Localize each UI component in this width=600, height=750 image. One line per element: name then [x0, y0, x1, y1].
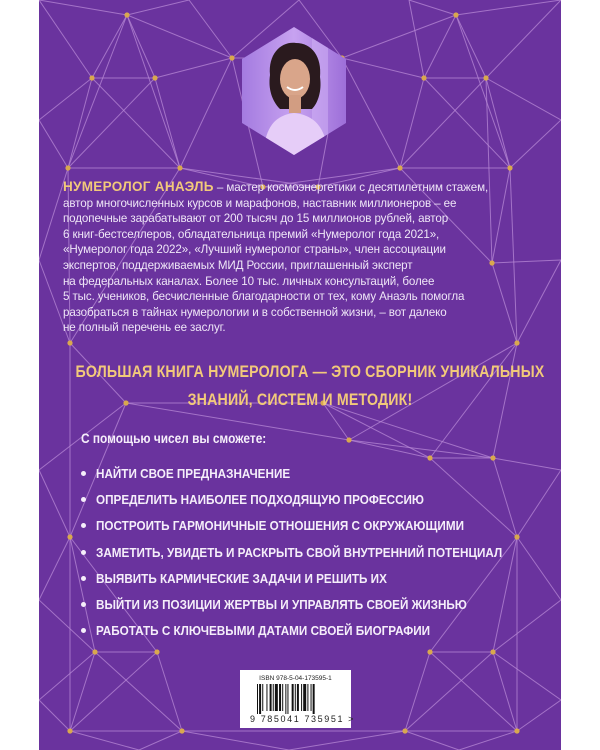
benefits-list	[81, 460, 547, 644]
bullet-icon	[81, 602, 86, 607]
list-item	[81, 513, 547, 539]
barcode-digits: 9 785041 735951 >	[250, 714, 356, 724]
list-item	[81, 486, 547, 512]
list-item-text: ВЫЯВИТЬ КАРМИЧЕСКИЕ ЗАДАЧИ И РЕШИТЬ ИХ	[96, 570, 387, 586]
list-item	[81, 460, 547, 486]
list-item-text: ВЫЙТИ ИЗ ПОЗИЦИИ ЖЕРТВЫ И УПРАВЛЯТЬ СВОЕЙ ЖИЗНЬЮ	[96, 597, 467, 613]
list-item	[81, 565, 547, 591]
list-item-text: ЗАМЕТИТЬ, УВИДЕТЬ И РАСКРЫТЬ СВОЙ ВНУТРЕННИЙ ПОТЕНЦИАЛ	[96, 544, 503, 560]
list-item-text: НАЙТИ СВОЕ ПРЕДНАЗНАЧЕНИЕ	[96, 465, 291, 481]
bio-line: – мастер космоэнергетики с десятилетним стажем,	[213, 181, 489, 194]
list-item	[81, 618, 547, 644]
author-name: НУМЕРОЛОГ АНАЭЛЬ	[63, 179, 214, 194]
bullet-icon	[81, 576, 86, 581]
bio-line: на федеральных каналах. Более 10 тыс. личных консультаций, более	[63, 274, 435, 288]
bullet-icon	[81, 628, 86, 633]
list-item-text: ОПРЕДЕЛИТЬ НАИБОЛЕЕ ПОДХОДЯЩУЮ ПРОФЕССИЮ	[96, 491, 425, 507]
list-item	[81, 591, 547, 617]
bio-line: разобраться в тайнах нумерологии и в собственной жизни, – вот далеко	[63, 305, 447, 319]
headline-line-1: БОЛЬШАЯ КНИГА НУМЕРОЛОГА — ЭТО СБОРНИК УНИКАЛЬНЫХ	[75, 363, 545, 381]
book-back-cover	[39, 0, 561, 750]
list-item-text: ПОСТРОИТЬ ГАРМОНИЧНЫЕ ОТНОШЕНИЯ С ОКРУЖАЮЩИМИ	[96, 518, 464, 534]
list-item-text: РАБОТАТЬ С КЛЮЧЕВЫМИ ДАТАМИ СВОЕЙ БИОГРАФИИ	[96, 623, 431, 639]
bullet-icon	[81, 471, 86, 476]
bullet-icon	[81, 497, 86, 502]
bullet-icon	[81, 523, 86, 528]
benefits-intro: С помощью чисел вы сможете:	[81, 431, 267, 446]
author-bio	[63, 179, 543, 336]
book-headline	[75, 358, 545, 414]
isbn-number: ISBN 978-5-04-173595-1	[259, 675, 332, 682]
bio-line: не полный перечень ее заслуг.	[63, 321, 226, 335]
bio-line: «Нумеролог года 2022», «Лучший нумеролог страны», член ассоциации	[63, 243, 446, 257]
headline-line-2: ЗНАНИЙ, СИСТЕМ И МЕТОДИК!	[187, 391, 413, 409]
isbn-barcode	[240, 670, 356, 728]
list-item	[81, 539, 547, 565]
bio-line: экспертов, поддерживаемых МИД России, приглашенный эксперт	[63, 258, 413, 272]
bio-line: 6 книг-бестселлеров, обладательница премий «Нумеролог года 2021»,	[63, 227, 440, 241]
author-photo	[242, 27, 346, 155]
bio-line: 5 тыс. учеников, бесчисленные благодарности от тех, кому Анаэль помогла	[63, 290, 465, 304]
bullet-icon	[81, 550, 86, 555]
barcode-icon	[257, 684, 337, 714]
bio-line: автор многочисленных курсов и марафонов, наставник миллионеров – ее	[63, 196, 457, 210]
bio-line: подопечные зарабатывают от 200 тысяч до 15 миллионов рублей, автор	[63, 212, 449, 226]
